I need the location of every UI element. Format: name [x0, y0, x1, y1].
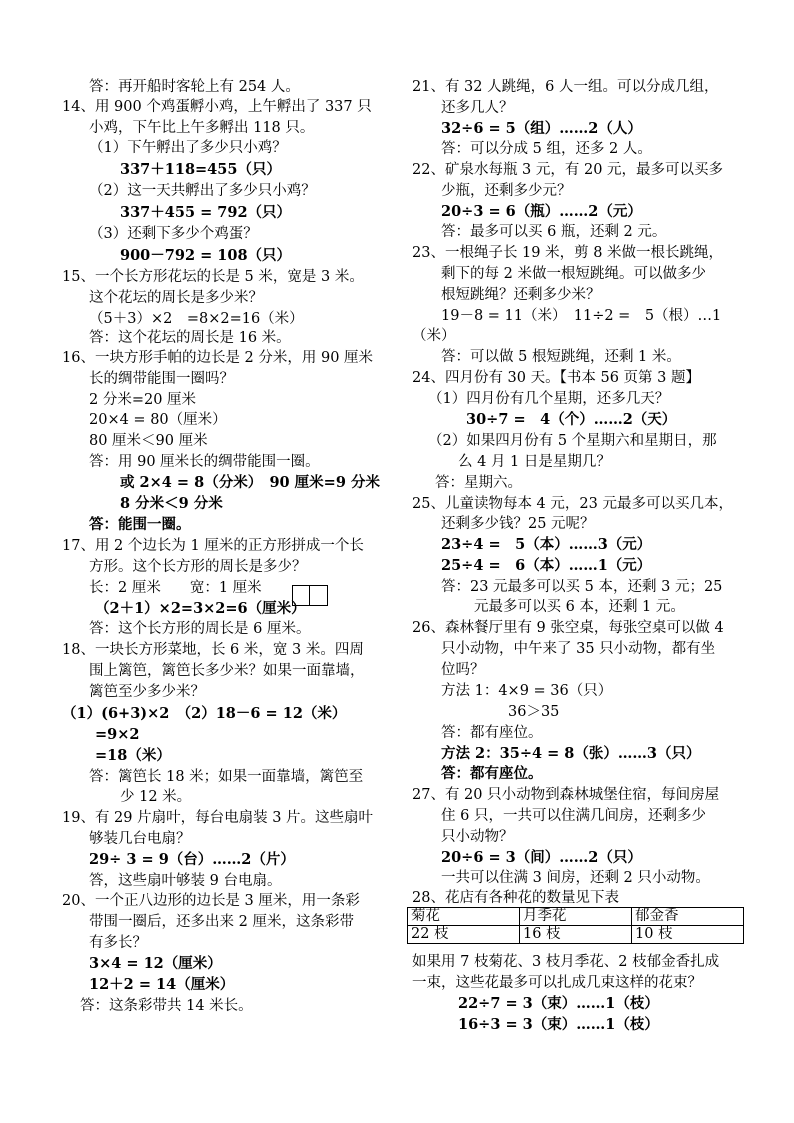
equation-line: 12＋2 = 14（厘米）: [89, 976, 235, 993]
text-line: 方形。这个长方形的周长是多少？: [89, 559, 307, 575]
equation-line: 19－8 = 11（米） 11÷2 = 5（根）…1: [441, 308, 722, 324]
text-line: 位吗？: [441, 662, 485, 678]
equation-line: 或 2×4 = 8（分米） 90 厘米=9 分米: [120, 474, 380, 491]
equation-line: 22÷7 = 3（束）……1（枝）: [458, 995, 659, 1012]
text-line: 带围一圈后，还多出来 2 厘米，这条彩带: [89, 914, 354, 930]
table-cell: 菊花: [408, 908, 520, 926]
text-line: （2）如果四月份有 5 个星期六和星期日，那: [428, 433, 717, 449]
answer-line: 答：都有座位。: [441, 725, 543, 741]
text-line: 如果用 7 枝菊花、3 枝月季花、2 枝郁金香扎成: [412, 954, 720, 970]
equation-line: （2＋1）×2=3×2=6（厘米）: [95, 600, 306, 617]
answer-line: 答：这个花坛的周长是 16 米。: [89, 330, 291, 346]
problem-15-heading: 15、一个长方形花坛的长是 5 米，宽是 3 米。: [62, 269, 364, 285]
equation-line: 32÷6 = 5（组）……2（人）: [441, 120, 642, 137]
equation-line: =18（米）: [95, 747, 171, 764]
answer-line: 答：星期六。: [435, 475, 522, 491]
text-line: 少瓶，还剩多少元？: [441, 183, 572, 199]
answer-line: 答：可以分成 5 组，还多 2 人。: [441, 141, 652, 157]
text-line: 围上篱笆，篱笆长多少米？如果一面靠墙，: [89, 663, 365, 679]
equation-line: 29÷ 3 = 9（台）……2（片）: [89, 851, 295, 868]
answer-line: 答：最多可以买 6 瓶，还剩 2 元。: [441, 224, 667, 240]
flower-count-table: [407, 907, 744, 944]
text-line: 这个花坛的周长是多少米？: [89, 290, 263, 306]
text-line: 有多长？: [89, 935, 147, 951]
equation-line: 方法 1：4×9 = 36（只）: [441, 683, 613, 699]
equation-line: 方法 2：35÷4 = 8（张）……3（只）: [441, 745, 701, 762]
equation-line: 20×4 = 80（厘米）: [89, 412, 227, 428]
answer-line: 答：可以做 5 根短跳绳，还剩 1 米。: [441, 349, 681, 365]
text-line: （1）四月份有几个星期，还多几天？: [428, 391, 670, 407]
text-line: 够装几台电扇？: [89, 831, 191, 847]
text-line: 剩下的每 2 米做一根短跳绳。可以做多少: [441, 266, 706, 282]
problem-23-heading: 23、一根绳子长 19 米，剪 8 米做一根长跳绳，: [412, 245, 724, 261]
text-line: （3）还剩下多少个鸡蛋？: [89, 226, 258, 242]
equation-line: 8 分米＜9 分米: [120, 495, 223, 512]
equation-line: 16÷3 = 3（束）……1（枝）: [458, 1016, 659, 1033]
answer-line: 少 12 米。: [120, 789, 192, 805]
text-line: 长：2 厘米 宽：1 厘米: [89, 580, 262, 596]
text-line: （1）下午孵出了多少只小鸡？: [89, 140, 287, 156]
answer-line: 答：能围一圈。: [89, 516, 191, 533]
problem-14-heading: 14、用 900 个鸡蛋孵小鸡，上午孵出了 337 只: [62, 99, 372, 115]
text-line: 还剩多少钱？25 元呢？: [441, 516, 595, 532]
answer-line: 答：这个长方形的周长是 6 厘米。: [89, 621, 311, 637]
table-cell: 22 枝: [408, 926, 520, 944]
equation-line: （米）: [412, 328, 456, 344]
answer-line: 元最多可以买 6 本，还剩 1 元。: [474, 599, 685, 615]
equation-line: 80 厘米＜90 厘米: [89, 433, 208, 449]
answer-line: 答，这些扇叶够装 9 台电扇。: [89, 873, 282, 889]
answer-line: 答：用 90 厘米长的绸带能围一圈。: [89, 454, 320, 470]
text-line: 一束，这些花最多可以扎成几束这样的花束？: [412, 975, 702, 991]
table-row: [408, 926, 744, 944]
problem-20-heading: 20、一个正八边形的边长是 3 厘米，用一条彩: [62, 893, 360, 909]
table-cell: 10 枝: [632, 926, 744, 944]
answer-line: 答：都有座位。: [441, 765, 543, 782]
text-line: 住 6 只，一共可以住满几间房，还剩多少: [441, 808, 706, 824]
answer-line: 答：篱笆长 18 米；如果一面靠墙，篱笆至: [89, 769, 364, 785]
equation-line: 23÷4 = 5（本）……3（元）: [441, 536, 652, 553]
text-line: （2）这一天共孵出了多少只小鸡？: [89, 183, 316, 199]
equation-line: 337＋455 = 792（只）: [120, 204, 292, 221]
text-line: 只小动物？: [441, 829, 514, 845]
equation-line: 30÷7 = 4（个）……2（天）: [466, 411, 677, 428]
equation-line: 3×4 = 12（厘米）: [89, 955, 222, 972]
problem-28-heading: 28、花店有各种花的数量见下表: [412, 890, 619, 906]
text-line: 还多几人？: [441, 100, 514, 116]
text-line: 小鸡，下午比上午多孵出 118 只。: [89, 120, 315, 136]
answer-line: 一共可以住满 3 间房，还剩 2 只小动物。: [441, 870, 710, 886]
equation-line: =9×2: [95, 726, 140, 743]
equation-line: 20÷3 = 6（瓶）……2（元）: [441, 203, 642, 220]
table-row: [408, 908, 744, 926]
text-line: 根短跳绳？还剩多少米？: [441, 287, 601, 303]
text-line: 只小动物，中午来了 35 只小动物，都有坐: [441, 641, 716, 657]
problem-18-heading: 18、一块长方形菜地，长 6 米，宽 3 米。四周: [62, 642, 364, 658]
text-line: 篱笆至少多少米？: [89, 684, 205, 700]
equation-line: 337＋118=455（只）: [120, 161, 281, 178]
answer-line: 答：23 元最多可以买 5 本，还剩 3 元；25: [441, 579, 723, 595]
text-line: 长的绸带能围一圈吗？: [89, 371, 234, 387]
problem-27-heading: 27、有 20 只小动物到森林城堡住宿，每间房屋: [412, 787, 720, 803]
two-squares-figure: [292, 585, 328, 606]
equation-line: （1）(6+3)×2 （2）18－6 = 12（米）: [62, 705, 347, 722]
problem-26-heading: 26、森林餐厅里有 9 张空桌，每张空桌可以做 4: [412, 620, 724, 636]
problem-17-heading: 17、用 2 个边长为 1 厘米的正方形拼成一个长: [62, 538, 364, 554]
equation-line: （5＋3）×2 =8×2=16（米）: [89, 311, 304, 327]
problem-22-heading: 22、矿泉水每瓶 3 元，有 20 元，最多可以买多: [412, 162, 724, 178]
text-line: 么 4 月 1 日是星期几？: [458, 454, 611, 470]
text-line: 答：再开船时客轮上有 254 人。: [89, 79, 300, 95]
equation-line: 20÷6 = 3（间）……2（只）: [441, 849, 642, 866]
problem-19-heading: 19、有 29 片扇叶，每台电扇装 3 片。这些扇叶: [62, 810, 374, 826]
problem-24-heading: 24、四月份有 30 天。【书本 56 页第 3 题】: [412, 370, 700, 386]
table-cell: 月季花: [520, 908, 632, 926]
equation-line: 2 分米=20 厘米: [89, 392, 197, 408]
problem-21-heading: 21、有 32 人跳绳，6 人一组。可以分成几组，: [412, 79, 719, 95]
table-cell: 郁金香: [632, 908, 744, 926]
problem-16-heading: 16、一块方形手帕的边长是 2 分米，用 90 厘米: [62, 350, 374, 366]
equation-line: 36＞35: [508, 704, 560, 720]
problem-25-heading: 25、儿童读物每本 4 元，23 元最多可以买几本，: [412, 496, 733, 512]
table-cell: 16 枝: [520, 926, 632, 944]
answer-line: 答：这条彩带共 14 米长。: [80, 998, 253, 1014]
equation-line: 25÷4 = 6（本）……1（元）: [441, 557, 652, 574]
equation-line: 900－792 = 108（只）: [120, 247, 292, 264]
